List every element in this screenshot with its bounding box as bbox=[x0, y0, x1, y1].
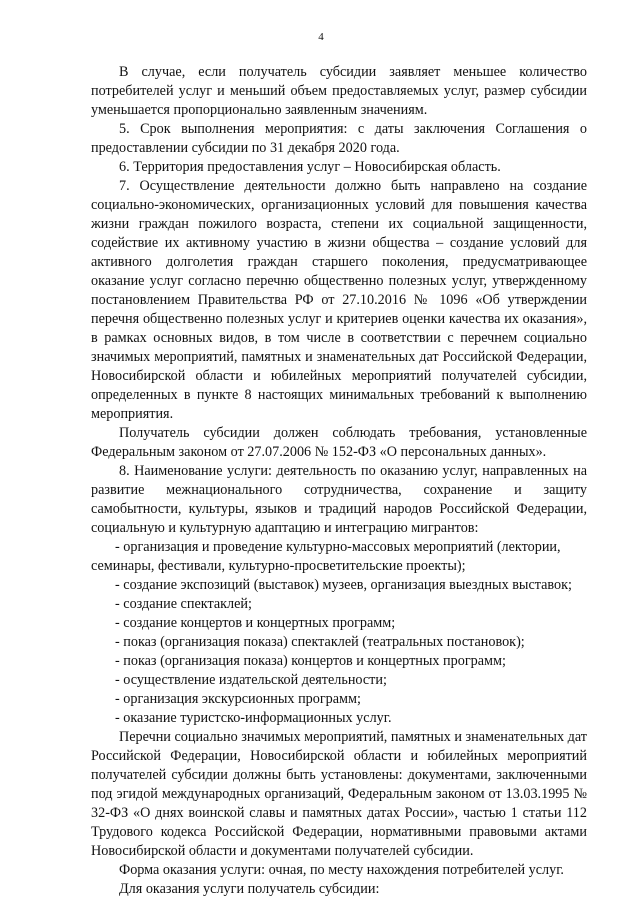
list-item: - осуществление издательской деятельности; bbox=[115, 672, 387, 688]
service-list bbox=[91, 538, 587, 728]
paragraph-activity-goal: 7. Осуществление деятельности должно быть направлено на создание социально-экономических, организационных условий для повышения качества жизни граждан пожилого возраста, степени их социальной защищенности, содействие их активному участию в жизни общества – создание условий для активного долголетия граждан старшего поколения, предусматривающее оказание услуг согласно перечню общественно полезных услуг, утвержденному постановлением Правительства РФ от 27.10.2016 № 1096 «Об утверждении перечня общественно полезных услуг и критериев оценки качества их оказания», в рамках основных видов, в том числе в соответствии с перечнем социально значимых мероприятий, памятных и знаменательных дат Российской Федерации, Новосибирской области и юбилейных мероприятий получателей субсидии, определенных в пункте 8 настоящих минимальных требований к выполнению мероприятия. bbox=[91, 178, 587, 422]
list-item: - создание концертов и концертных программ; bbox=[115, 615, 396, 631]
paragraph-event-lists: Перечни социально значимых мероприятий, памятных и знаменательных дат Российской Федерации, Новосибирской области и юбилейных мероприятий получателей субсидии должны быть установлены: документами, заключенными под эгидой международных организаций, Федеральным законом от 13.03.1995 № 32-ФЗ «О днях воинской славы и памятных датах России», частью 1 статьи 112 Трудового кодекса Российской Федерации, нормативными правовыми актами Новосибирской области и документами получателей субсидии. bbox=[91, 729, 587, 859]
paragraph-service-form: Форма оказания услуги: очная, по месту нахождения потребителей услуг. bbox=[119, 862, 564, 878]
list-item: - создание экспозиций (выставок) музеев, организация выездных выставок; bbox=[115, 577, 572, 593]
list-item: - показ (организация показа) спектаклей (театральных постановок); bbox=[115, 634, 525, 650]
list-item-continuation: семинары, фестивали, культурно-просветительские проекты); bbox=[91, 558, 466, 574]
paragraph-personal-data: Получатель субсидии должен соблюдать требования, установленные Федеральным законом от 27.07.2006 № 152-ФЗ «О персональных данных». bbox=[91, 425, 587, 460]
page-number: 4 bbox=[318, 31, 324, 43]
paragraph-territory: 6. Территория предоставления услуг – Новосибирская область. bbox=[119, 159, 501, 175]
list-item: - организация экскурсионных программ; bbox=[115, 691, 361, 707]
list-item: - создание спектаклей; bbox=[115, 596, 252, 612]
paragraph-subsidy-reduction: В случае, если получатель субсидии заявляет меньшее количество потребителей услуг и меньший объем предоставляемых услуг, размер субсидии уменьшается пропорционально заявленным значениям. bbox=[91, 64, 587, 118]
paragraph-service-name: 8. Наименование услуги: деятельность по оказанию услуг, направленных на развитие межнационального сотрудничества, сохранение и защиту самобытности, культуры, языков и традиций народов Российской Федерации, социальную и культурную адаптацию и интеграцию мигрантов: bbox=[91, 463, 587, 536]
list-item: - показ (организация показа) концертов и концертных программ; bbox=[115, 653, 506, 669]
paragraph-term: 5. Срок выполнения мероприятия: с даты заключения Соглашения о предоставлении субсидии по 31 декабря 2020 года. bbox=[91, 121, 587, 156]
paragraph-service-provision: Для оказания услуги получатель субсидии: bbox=[119, 881, 380, 897]
list-item: - оказание туристско-информационных услуг. bbox=[115, 710, 392, 726]
list-item: - организация и проведение культурно-массовых мероприятий (лектории, bbox=[115, 539, 561, 555]
